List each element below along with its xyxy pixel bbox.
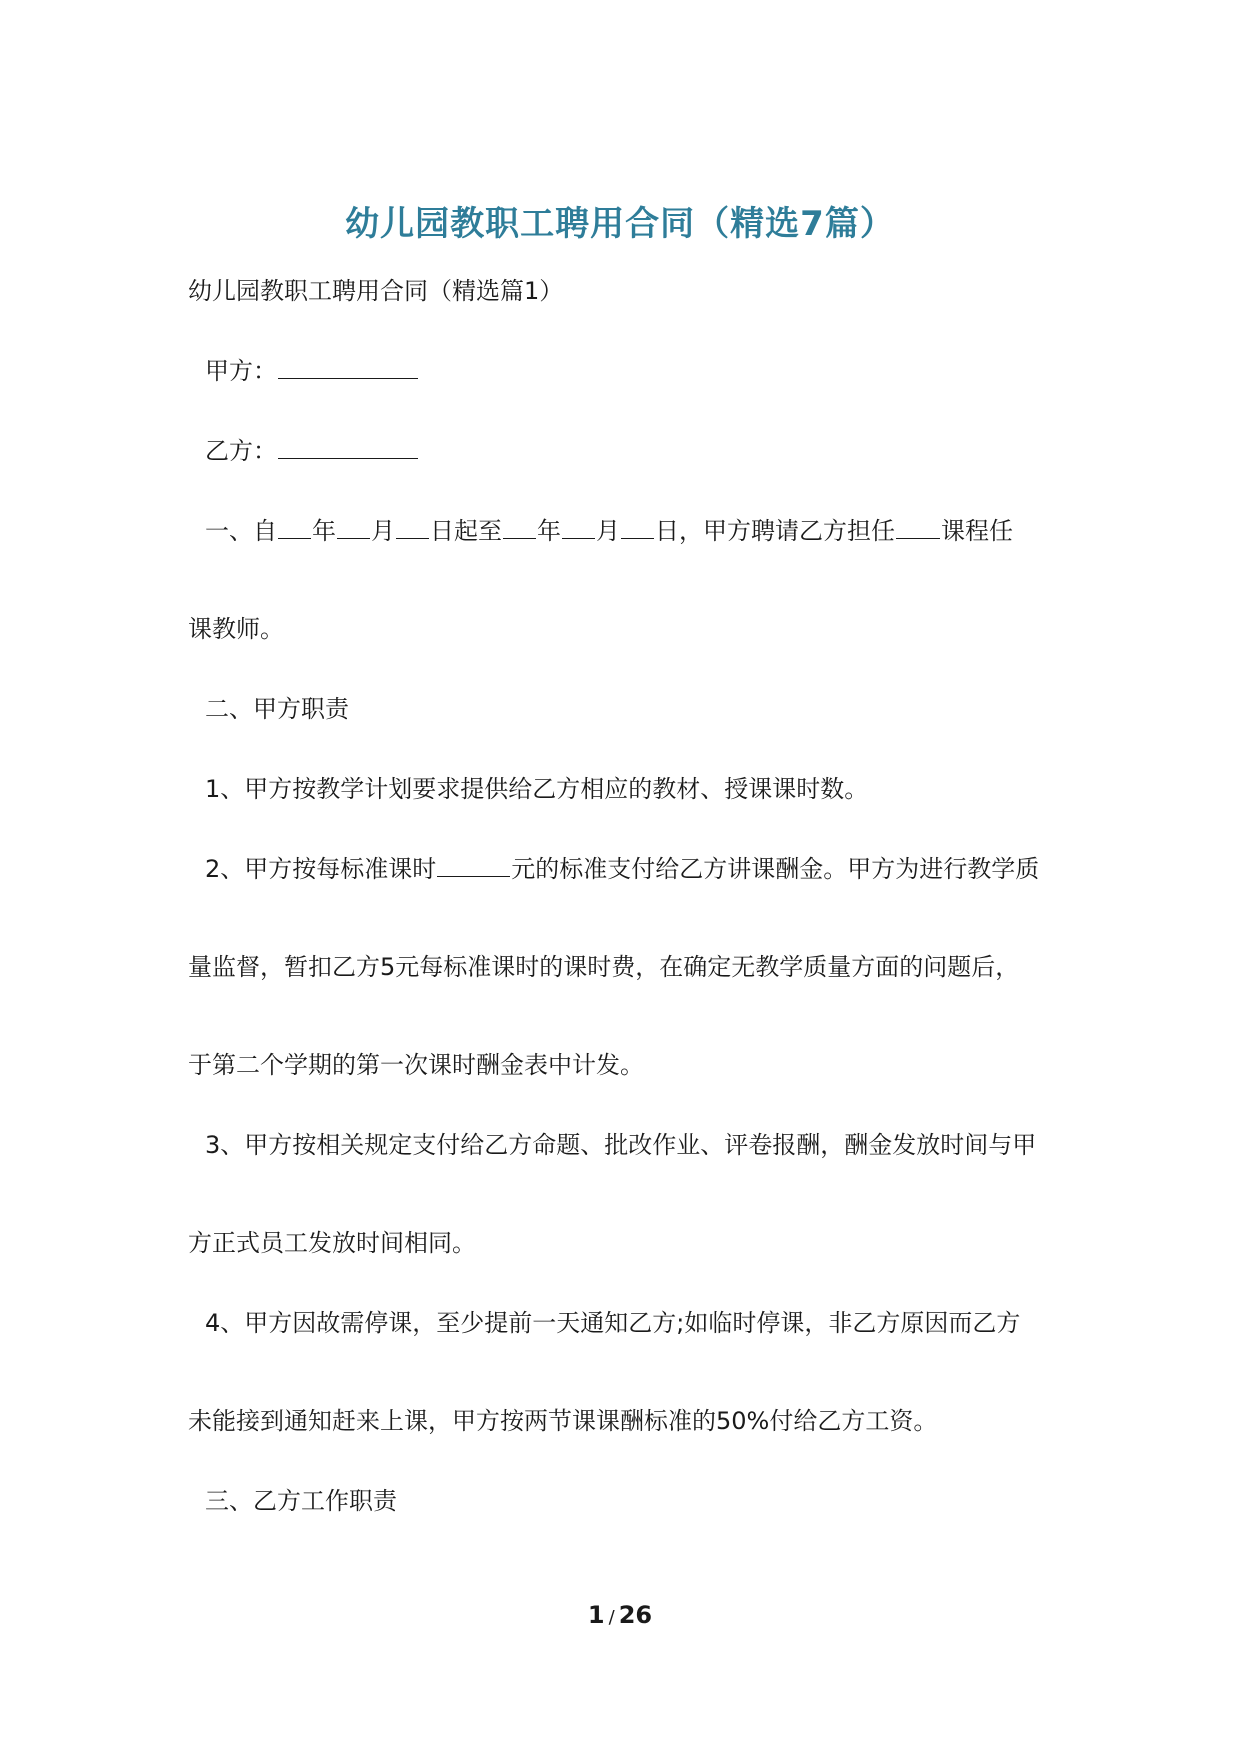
party-a-label: 甲方： <box>205 357 277 385</box>
clause-1-text: 月 <box>371 517 395 545</box>
clause-1-line-2: 课教师。 <box>188 615 284 643</box>
rate-blank <box>437 852 510 877</box>
page-number <box>0 1601 1240 1629</box>
current-page: 1 <box>587 1601 605 1629</box>
clause-1-text: 日，甲方聘请乙方担任 <box>655 517 895 545</box>
party-a-blank <box>278 354 418 379</box>
start-day-blank <box>396 514 429 539</box>
total-pages: 26 <box>618 1601 653 1629</box>
item-3-line-1: 3、甲方按相关规定支付给乙方命题、批改作业、评卷报酬，酬金发放时间与甲 <box>205 1131 1037 1159</box>
item-4-line-1: 4、甲方因故需停课，至少提前一天通知乙方;如临时停课，非乙方原因而乙方 <box>205 1309 1021 1337</box>
item-2-line-2: 量监督，暂扣乙方5元每标准课时的课时费，在确定无教学质量方面的问题后， <box>188 953 1020 981</box>
item-2-line-1 <box>205 852 1039 886</box>
section-subtitle: 幼儿园教职工聘用合同（精选篇1） <box>188 277 564 305</box>
party-a-line <box>205 354 419 388</box>
item-1: 1、甲方按教学计划要求提供给乙方相应的教材、授课课时数。 <box>205 775 869 803</box>
item-3-line-2: 方正式员工发放时间相同。 <box>188 1229 476 1257</box>
clause-1-text: 课程任 <box>941 517 1013 545</box>
item-4-line-2: 未能接到通知赶来上课，甲方按两节课课酬标准的50%付给乙方工资。 <box>188 1407 938 1435</box>
item-2-text: 元的标准支付给乙方讲课酬金。甲方为进行教学质 <box>511 855 1040 883</box>
page-separator: / <box>608 1607 615 1628</box>
clause-1-text: 一、自 <box>205 517 277 545</box>
section-2-heading: 二、甲方职责 <box>205 695 349 723</box>
clause-1-text: 月 <box>596 517 620 545</box>
start-month-blank <box>337 514 370 539</box>
document-title: 幼儿园教职工聘用合同（精选7篇） <box>345 204 895 244</box>
clause-1-line-1 <box>205 514 1013 548</box>
end-month-blank <box>562 514 595 539</box>
item-2-text: 2、甲方按每标准课时 <box>205 855 437 883</box>
party-b-line <box>205 434 419 468</box>
start-year-blank <box>278 514 311 539</box>
item-2-line-3: 于第二个学期的第一次课时酬金表中计发。 <box>188 1051 644 1079</box>
section-3-heading: 三、乙方工作职责 <box>205 1487 397 1515</box>
course-blank <box>896 514 940 539</box>
clause-1-text: 日起至 <box>430 517 502 545</box>
party-b-label: 乙方： <box>205 437 277 465</box>
end-day-blank <box>621 514 654 539</box>
end-year-blank <box>503 514 536 539</box>
clause-1-text: 年 <box>312 517 336 545</box>
party-b-blank <box>278 434 418 459</box>
clause-1-text: 年 <box>537 517 561 545</box>
